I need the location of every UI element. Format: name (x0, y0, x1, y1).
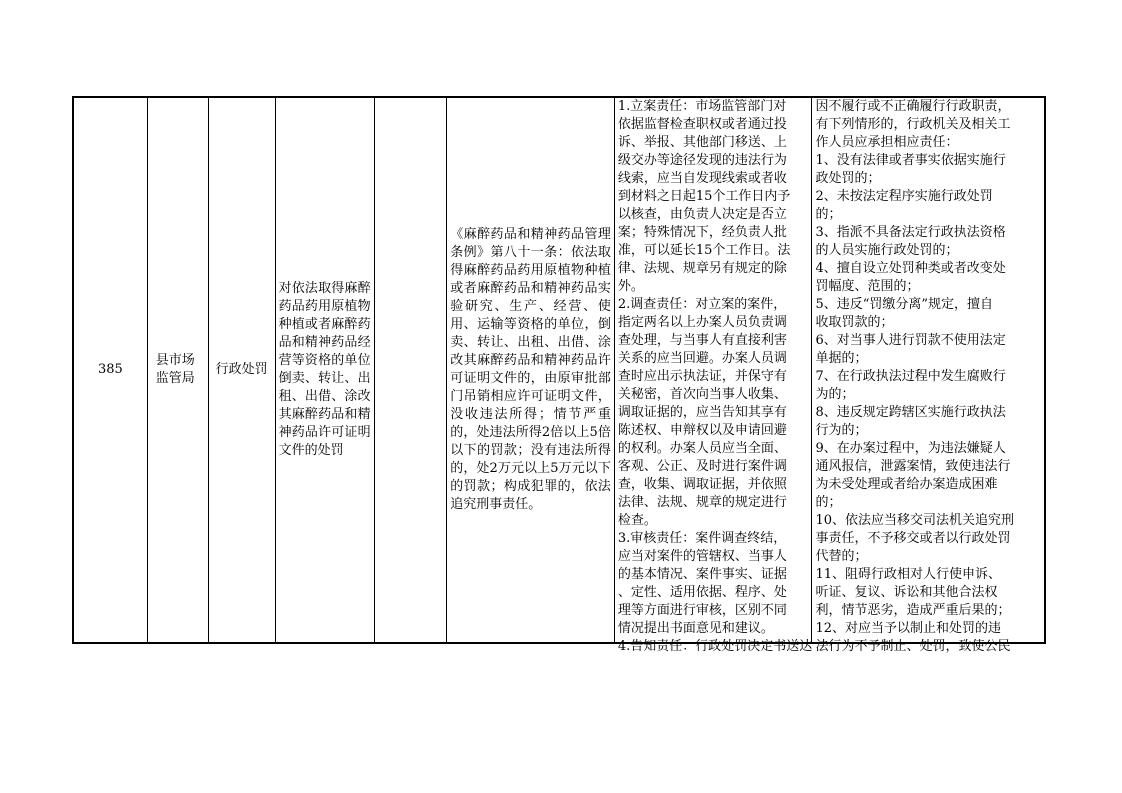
accountability-line: 罚幅度、范围的； (815, 279, 920, 294)
power-type-cell (209, 98, 276, 642)
department-name: 县市场监管局 (155, 353, 195, 386)
item-name: 对依法取得麻醉药品药用原植物种植或者麻醉药品和精神药品经营等资格的单位倒卖、转让、出租、出借、涂改其麻醉药品和精神药品许可证明文件的处罚 (278, 281, 371, 458)
accountability-line: 1、没有法律或者事实依据实施行 (815, 153, 1006, 168)
responsibility-line: 3.审核责任：案件调查终结， (617, 531, 787, 546)
accountability-line: 7、在行政执法过程中发生腐败行 (815, 369, 1006, 384)
accountability-line: 收取罚款的； (815, 315, 894, 330)
responsibility-line: 法律、法规、规章的规定进行 (617, 495, 787, 510)
responsibility-line: 1.立案责任：市场监管部门对 (617, 99, 787, 114)
responsibility-line: 查，收集、调取证据，并依照 (617, 477, 787, 492)
department-cell (148, 98, 209, 642)
accountability-line: 为未受处理或者给办案造成困难 (815, 477, 998, 492)
responsibility-line: 4.告知责任：行政处罚决定书送达 (617, 639, 813, 654)
accountability-line: 政处罚的； (815, 171, 881, 186)
responsibility-line: 线索，应当自发现线索或者收 (617, 171, 787, 186)
responsibility-line: 检查。 (617, 513, 657, 528)
legal-basis-cell (447, 98, 615, 642)
row-number-cell (74, 98, 148, 642)
responsibility-line: 关系的应当回避。办案人员调 (617, 351, 787, 366)
row-number: 385 (98, 362, 123, 377)
accountability-line: 2、未按法定程序实施行政处罚 (815, 189, 993, 204)
power-type: 行政处罚 (215, 362, 268, 377)
accountability-line: 4、擅自设立处罚种类或者改变处 (815, 261, 1006, 276)
accountability-line: 通风报信，泄露案情，致使违法行 (815, 459, 1011, 474)
accountability-line: 单据的； (815, 351, 868, 366)
responsibility-line: 律、法规、规章另有规定的除 (617, 261, 787, 276)
sub-item-cell (375, 98, 447, 642)
responsibility-line: 2.调查责任：对立案的案件， (617, 297, 787, 312)
accountability-line: 的人员实施行政处罚的； (815, 243, 959, 258)
accountability-line: 利，情节恶劣，造成严重后果的； (815, 603, 1011, 618)
accountability-line: 行为的； (815, 423, 868, 438)
legal-basis: 《麻醉药品和精神药品管理条例》第八十一条：依法取得麻醉药品药用原植物种植或者麻醉药品和精神药品实验研究、生产、经营、使用、运输等资格的单位，倒卖、转让、出租、出借、涂改其麻醉药品和精神药品许可证明文件的，由原审批部门吊销相应许可证明文件，没收违法所得；情节严重的，处违法所得2倍以上5倍以下的罚款；没有违法所得的，处2万元以上5万元以下的罚款；构成犯罪的，依法追究刑事责任。 (450, 227, 611, 512)
accountability-line: 因不履行或不正确履行行政职责， (815, 99, 1011, 114)
responsibility-table (72, 96, 1046, 654)
responsibility-line: 调取证据的，应当告知其享有 (617, 405, 787, 420)
accountability-line: 作人员应承担相应责任： (815, 135, 959, 150)
responsibility-line: 理等方面进行审核，区别不同 (617, 603, 787, 618)
accountability-line: 5、违反“罚缴分离”规定，擅自 (815, 297, 994, 312)
responsibility-line: 查处理，与当事人有直接利害 (617, 333, 787, 348)
responsibility-text (615, 98, 812, 656)
accountability-line: 听证、复议、诉讼和其他合法权 (815, 585, 998, 600)
accountability-line: 8、违反规定跨辖区实施行政执法 (815, 405, 1006, 420)
responsibility-line: 情况提出书面意见和建议。 (617, 621, 774, 636)
responsibility-line: 陈述权、申辩权以及申请回避 (617, 423, 787, 438)
accountability-line: 的； (815, 207, 842, 222)
accountability-line: 12、对应当予以制止和处罚的违 (815, 621, 1002, 636)
accountability-line: 为的； (815, 387, 855, 402)
accountability-line: 10、依法应当移交司法机关追究刑 (815, 513, 1015, 528)
accountability-line: 法行为不予制止、处罚，致使公民 (815, 639, 1011, 654)
responsibility-line: 到材料之日起15个工作日内予 (617, 189, 791, 204)
accountability-line: 代替的； (815, 549, 868, 564)
accountability-line: 11、阻碍行政相对人行使申诉、 (815, 567, 1002, 582)
responsibility-line: 以核查，由负责人决定是否立 (617, 207, 787, 222)
accountability-cell (812, 98, 1046, 654)
responsibility-line: 关秘密，首次向当事人收集、 (617, 387, 787, 402)
responsibility-line: 的权利。办案人员应当全面、 (617, 441, 787, 456)
accountability-line: 6、对当事人进行罚款不使用法定 (815, 333, 1006, 348)
accountability-text (812, 98, 1044, 656)
accountability-line: 9、在办案过程中，为违法嫌疑人 (815, 441, 1006, 456)
accountability-line: 有下列情形的，行政机关及相关工 (815, 117, 1011, 132)
responsibility-line: 应当对案件的管辖权、当事人 (617, 549, 787, 564)
responsibility-line: 诉、举报、其他部门移送、上 (617, 135, 787, 150)
accountability-line: 3、指派不具备法定行政执法资格 (815, 225, 1006, 240)
responsibility-cell (615, 98, 813, 654)
responsibility-line: 的基本情况、案件事实、证据 (617, 567, 787, 582)
responsibility-line: 依据监督检查职权或者通过投 (617, 117, 787, 132)
responsibility-line: 客观、公正、及时进行案件调 (617, 459, 787, 474)
responsibility-line: 案；特殊情况下，经负责人批 (617, 225, 787, 240)
responsibility-line: 级交办等途径发现的违法行为 (617, 153, 787, 168)
responsibility-line: 外。 (617, 279, 644, 294)
accountability-line: 的； (815, 495, 842, 510)
item-name-cell (276, 98, 376, 642)
responsibility-line: 准，可以延长15个工作日。法 (617, 243, 791, 258)
accountability-line: 事责任，不予移交或者以行政处罚 (815, 531, 1011, 546)
responsibility-line: 、定性、适用依据、程序、处 (617, 585, 787, 600)
responsibility-line: 查时应出示执法证，并保守有 (617, 369, 787, 384)
responsibility-line: 指定两名以上办案人员负责调 (617, 315, 787, 330)
